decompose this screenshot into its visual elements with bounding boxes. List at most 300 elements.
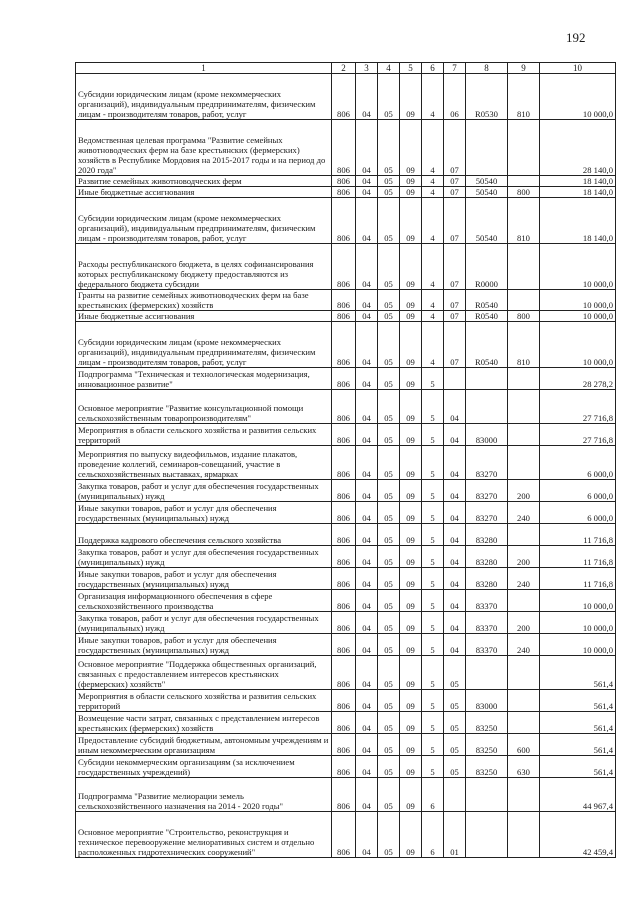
section-code: 04 [356,368,378,390]
event-code: 04 [444,634,466,656]
table-row [76,756,616,778]
direction-code: 50540 [466,198,508,244]
subsection-code: 05 [378,656,400,690]
amount: 28 278,2 [540,368,616,390]
expense-type-code: 240 [508,634,540,656]
table-row [76,446,616,480]
table-row [76,656,616,690]
program-code: 09 [400,480,422,502]
subsection-code: 05 [378,198,400,244]
row-name: Субсидии юридическим лицам (кроме некоммерческих организаций), индивидуальным предпринимателям, физическим лицам - производителям товаров, работ, услуг [76,74,332,120]
amount: 18 140,0 [540,176,616,187]
row-name: Гранты на развитие семейных животноводческих ферм на базе крестьянских (фермерских) хозяйств [76,290,332,311]
event-code: 07 [444,322,466,368]
admin-code: 806 [332,187,356,198]
admin-code: 806 [332,524,356,546]
direction-code [466,390,508,424]
table-row [76,74,616,120]
section-code: 04 [356,290,378,311]
direction-code: 83270 [466,480,508,502]
event-code [444,368,466,390]
direction-code [466,656,508,690]
section-code: 04 [356,424,378,446]
direction-code [466,368,508,390]
amount: 42 459,4 [540,812,616,858]
direction-code: 83280 [466,524,508,546]
event-code [444,778,466,812]
amount: 18 140,0 [540,187,616,198]
subprogram-code: 4 [422,322,444,368]
expense-type-code [508,812,540,858]
budget-table [75,62,616,858]
page-number: 192 [566,30,586,45]
program-code: 09 [400,546,422,568]
table-row [76,368,616,390]
subsection-code: 05 [378,74,400,120]
expense-type-code: 240 [508,502,540,524]
amount: 11 716,8 [540,524,616,546]
program-code: 09 [400,568,422,590]
event-code: 07 [444,311,466,322]
program-code: 09 [400,390,422,424]
table-row [76,311,616,322]
program-code: 09 [400,712,422,734]
subprogram-code: 4 [422,290,444,311]
section-code: 04 [356,74,378,120]
expense-type-code: 200 [508,612,540,634]
direction-code: 83250 [466,734,508,756]
row-name: Основное мероприятие "Строительство, реконструкция и техническое перевооружение мелиоративных систем и отдельно расположенных гидротехнических сооружений" [76,812,332,858]
amount: 28 140,0 [540,120,616,176]
subsection-code: 05 [378,187,400,198]
subsection-code: 05 [378,546,400,568]
direction-code: 50540 [466,187,508,198]
row-name: Подпрограмма "Техническая и технологическая модернизация, инновационное развитие" [76,368,332,390]
row-name: Иные закупки товаров, работ и услуг для обеспечения государственных (муниципальных) нужд [76,568,332,590]
direction-code: 83000 [466,690,508,712]
column-header-3: 3 [356,63,378,74]
row-name: Иные бюджетные ассигнования [76,187,332,198]
column-header-6: 6 [422,63,444,74]
event-code: 04 [444,424,466,446]
row-name: Организация информационного обеспечения в сфере сельскохозяйственного производства [76,590,332,612]
event-code: 05 [444,712,466,734]
amount: 44 967,4 [540,778,616,812]
table-row [76,244,616,290]
amount: 561,4 [540,656,616,690]
table-row [76,612,616,634]
amount: 10 000,0 [540,244,616,290]
event-code: 04 [444,502,466,524]
admin-code: 806 [332,734,356,756]
program-code: 09 [400,176,422,187]
expense-type-code [508,390,540,424]
event-code: 04 [444,480,466,502]
amount: 18 140,0 [540,198,616,244]
direction-code: R0530 [466,74,508,120]
subprogram-code: 5 [422,734,444,756]
amount: 11 716,8 [540,568,616,590]
amount: 10 000,0 [540,634,616,656]
subsection-code: 05 [378,424,400,446]
subsection-code: 05 [378,446,400,480]
program-code: 09 [400,734,422,756]
subprogram-code: 5 [422,368,444,390]
subprogram-code: 5 [422,634,444,656]
expense-type-code: 810 [508,322,540,368]
amount: 6 000,0 [540,480,616,502]
row-name: Предоставление субсидий бюджетным, автономным учреждениям и иным некоммерческим организациям [76,734,332,756]
subsection-code: 05 [378,390,400,424]
section-code: 04 [356,176,378,187]
admin-code: 806 [332,311,356,322]
direction-code: R0000 [466,244,508,290]
subsection-code: 05 [378,590,400,612]
table-row [76,568,616,590]
program-code: 09 [400,690,422,712]
row-name: Закупка товаров, работ и услуг для обеспечения государственных (муниципальных) нужд [76,546,332,568]
admin-code: 806 [332,568,356,590]
table-row [76,524,616,546]
subprogram-code: 6 [422,778,444,812]
program-code: 09 [400,198,422,244]
table-row [76,424,616,446]
amount: 10 000,0 [540,322,616,368]
table-row [76,546,616,568]
subprogram-code: 5 [422,690,444,712]
subsection-code: 05 [378,812,400,858]
table-row [76,322,616,368]
section-code: 04 [356,756,378,778]
event-code: 05 [444,690,466,712]
subsection-code: 05 [378,290,400,311]
event-code: 07 [444,187,466,198]
admin-code: 806 [332,634,356,656]
direction-code: 83000 [466,424,508,446]
event-code: 07 [444,198,466,244]
table-row [76,712,616,734]
expense-type-code [508,590,540,612]
subprogram-code: 5 [422,424,444,446]
table-row [76,187,616,198]
direction-code: R0540 [466,322,508,368]
expense-type-code [508,244,540,290]
subprogram-code: 4 [422,198,444,244]
program-code: 09 [400,812,422,858]
expense-type-code: 630 [508,756,540,778]
event-code: 04 [444,612,466,634]
admin-code: 806 [332,812,356,858]
admin-code: 806 [332,502,356,524]
event-code: 04 [444,590,466,612]
expense-type-code: 240 [508,568,540,590]
table-row [76,176,616,187]
event-code: 05 [444,656,466,690]
table-row [76,734,616,756]
program-code: 09 [400,502,422,524]
subprogram-code: 5 [422,524,444,546]
admin-code: 806 [332,74,356,120]
admin-code: 806 [332,446,356,480]
admin-code: 806 [332,712,356,734]
subprogram-code: 5 [422,446,444,480]
row-name: Иные закупки товаров, работ и услуг для обеспечения государственных (муниципальных) нужд [76,634,332,656]
program-code: 09 [400,244,422,290]
direction-code [466,120,508,176]
section-code: 04 [356,480,378,502]
subsection-code: 05 [378,712,400,734]
subprogram-code: 5 [422,546,444,568]
event-code: 05 [444,734,466,756]
table-row [76,812,616,858]
event-code: 07 [444,176,466,187]
admin-code: 806 [332,424,356,446]
amount: 10 000,0 [540,74,616,120]
expense-type-code: 810 [508,74,540,120]
section-code: 04 [356,568,378,590]
expense-type-code [508,524,540,546]
direction-code: R0540 [466,311,508,322]
table-row [76,290,616,311]
admin-code: 806 [332,390,356,424]
row-name: Ведомственная целевая программа "Развитие семейных животноводческих ферм на базе крестьянских (фермерских) хозяйств в Республике Мордовия на 2015-2017 годы и на период до 2020 года" [76,120,332,176]
table-row [76,198,616,244]
program-code: 09 [400,368,422,390]
amount: 11 716,8 [540,546,616,568]
direction-code: 83280 [466,546,508,568]
direction-code: 83250 [466,712,508,734]
subprogram-code: 5 [422,590,444,612]
amount: 6 000,0 [540,446,616,480]
column-header-1: 1 [76,63,332,74]
subsection-code: 05 [378,634,400,656]
event-code: 07 [444,290,466,311]
column-header-4: 4 [378,63,400,74]
amount: 6 000,0 [540,502,616,524]
direction-code: 50540 [466,176,508,187]
expense-type-code: 200 [508,480,540,502]
expense-type-code [508,446,540,480]
subprogram-code: 5 [422,568,444,590]
section-code: 04 [356,322,378,368]
row-name: Субсидии юридическим лицам (кроме некоммерческих организаций), индивидуальным предпринимателям, физическим лицам - производителям товаров, работ, услуг [76,198,332,244]
column-header-5: 5 [400,63,422,74]
admin-code: 806 [332,290,356,311]
admin-code: 806 [332,546,356,568]
admin-code: 806 [332,656,356,690]
subprogram-code: 4 [422,176,444,187]
section-code: 04 [356,778,378,812]
subsection-code: 05 [378,244,400,290]
row-name: Иные закупки товаров, работ и услуг для обеспечения государственных (муниципальных) нужд [76,502,332,524]
program-code: 09 [400,524,422,546]
amount: 561,4 [540,734,616,756]
subprogram-code: 4 [422,187,444,198]
event-code: 04 [444,568,466,590]
section-code: 04 [356,244,378,290]
subprogram-code: 5 [422,480,444,502]
section-code: 04 [356,546,378,568]
program-code: 09 [400,311,422,322]
event-code: 04 [444,524,466,546]
expense-type-code: 800 [508,311,540,322]
table-row [76,120,616,176]
direction-code: 83270 [466,446,508,480]
amount: 561,4 [540,756,616,778]
subsection-code: 05 [378,756,400,778]
direction-code: 83370 [466,590,508,612]
admin-code: 806 [332,480,356,502]
subsection-code: 05 [378,480,400,502]
subsection-code: 05 [378,502,400,524]
expense-type-code [508,690,540,712]
program-code: 09 [400,656,422,690]
direction-code: 83250 [466,756,508,778]
program-code: 09 [400,446,422,480]
subprogram-code: 5 [422,712,444,734]
admin-code: 806 [332,690,356,712]
row-name: Мероприятия в области сельского хозяйства и развития сельских территорий [76,690,332,712]
row-name: Расходы республиканского бюджета, в целях софинансирования которых республиканскому бюджету предоставляются из федерального бюджета субсидии [76,244,332,290]
expense-type-code: 800 [508,187,540,198]
table-header-row [76,63,616,74]
section-code: 04 [356,502,378,524]
subprogram-code: 5 [422,502,444,524]
column-header-2: 2 [332,63,356,74]
expense-type-code [508,176,540,187]
subprogram-code: 5 [422,656,444,690]
section-code: 04 [356,446,378,480]
expense-type-code: 600 [508,734,540,756]
row-name: Иные бюджетные ассигнования [76,311,332,322]
amount: 10 000,0 [540,290,616,311]
section-code: 04 [356,187,378,198]
direction-code [466,778,508,812]
expense-type-code [508,290,540,311]
amount: 10 000,0 [540,311,616,322]
amount: 27 716,8 [540,390,616,424]
subprogram-code: 4 [422,74,444,120]
subsection-code: 05 [378,690,400,712]
row-name: Мероприятия в области сельского хозяйства и развития сельских территорий [76,424,332,446]
section-code: 04 [356,311,378,322]
program-code: 09 [400,756,422,778]
table-row [76,690,616,712]
admin-code: 806 [332,368,356,390]
direction-code: 83370 [466,634,508,656]
program-code: 09 [400,187,422,198]
column-header-9: 9 [508,63,540,74]
section-code: 04 [356,390,378,424]
event-code: 07 [444,244,466,290]
subsection-code: 05 [378,778,400,812]
subsection-code: 05 [378,368,400,390]
expense-type-code: 200 [508,546,540,568]
program-code: 09 [400,590,422,612]
event-code: 04 [444,390,466,424]
row-name: Субсидии некоммерческим организациям (за исключением государственных учреждений) [76,756,332,778]
section-code: 04 [356,524,378,546]
program-code: 09 [400,634,422,656]
amount: 561,4 [540,712,616,734]
row-name: Подпрограмма "Развитие мелиорации земель сельскохозяйственного назначения на 2014 - 2020 годы" [76,778,332,812]
section-code: 04 [356,612,378,634]
row-name: Закупка товаров, работ и услуг для обеспечения государственных (муниципальных) нужд [76,480,332,502]
table-row [76,390,616,424]
program-code: 09 [400,290,422,311]
subsection-code: 05 [378,311,400,322]
amount: 10 000,0 [540,612,616,634]
admin-code: 806 [332,322,356,368]
subprogram-code: 4 [422,244,444,290]
expense-type-code [508,712,540,734]
direction-code: 83270 [466,502,508,524]
row-name: Основное мероприятие "Развитие консультационной помощи сельскохозяйственным товаропроизводителям" [76,390,332,424]
subprogram-code: 4 [422,120,444,176]
section-code: 04 [356,712,378,734]
table-row [76,778,616,812]
event-code: 05 [444,756,466,778]
amount: 27 716,8 [540,424,616,446]
admin-code: 806 [332,590,356,612]
column-header-7: 7 [444,63,466,74]
row-name: Субсидии юридическим лицам (кроме некоммерческих организаций), индивидуальным предпринимателям, физическим лицам - производителям товаров, работ, услуг [76,322,332,368]
subsection-code: 05 [378,734,400,756]
subprogram-code: 5 [422,756,444,778]
admin-code: 806 [332,244,356,290]
admin-code: 806 [332,612,356,634]
subprogram-code: 5 [422,390,444,424]
expense-type-code [508,656,540,690]
expense-type-code: 810 [508,198,540,244]
program-code: 09 [400,424,422,446]
subsection-code: 05 [378,322,400,368]
event-code: 01 [444,812,466,858]
subsection-code: 05 [378,612,400,634]
event-code: 04 [444,446,466,480]
section-code: 04 [356,120,378,176]
subsection-code: 05 [378,176,400,187]
subsection-code: 05 [378,120,400,176]
subprogram-code: 5 [422,612,444,634]
subprogram-code: 4 [422,311,444,322]
row-name: Поддержка кадрового обеспечения сельского хозяйства [76,524,332,546]
row-name: Закупка товаров, работ и услуг для обеспечения государственных (муниципальных) нужд [76,612,332,634]
expense-type-code [508,424,540,446]
program-code: 09 [400,322,422,368]
amount: 10 000,0 [540,590,616,612]
table-row [76,590,616,612]
admin-code: 806 [332,198,356,244]
direction-code [466,812,508,858]
section-code: 04 [356,690,378,712]
amount: 561,4 [540,690,616,712]
table-row [76,502,616,524]
event-code: 04 [444,546,466,568]
section-code: 04 [356,656,378,690]
program-code: 09 [400,778,422,812]
row-name: Развитие семейных животноводческих ферм [76,176,332,187]
direction-code: R0540 [466,290,508,311]
table-row [76,634,616,656]
event-code: 06 [444,74,466,120]
section-code: 04 [356,734,378,756]
admin-code: 806 [332,756,356,778]
admin-code: 806 [332,120,356,176]
table-row [76,480,616,502]
section-code: 04 [356,590,378,612]
program-code: 09 [400,120,422,176]
